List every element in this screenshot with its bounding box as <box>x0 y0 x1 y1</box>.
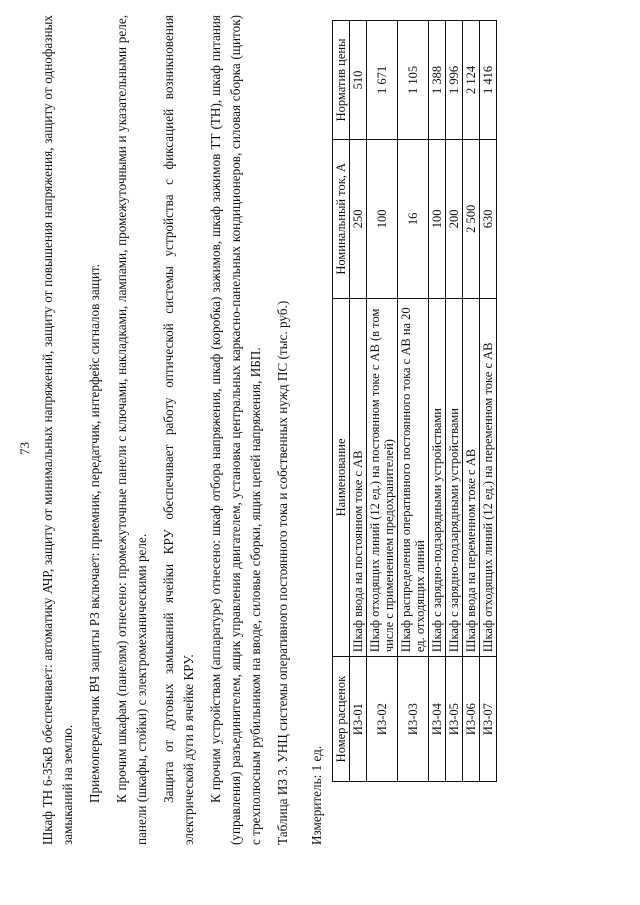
table-row <box>480 21 497 782</box>
row-code: И3-06 <box>463 657 480 782</box>
paragraph-hf-transceiver: Приемопередатчик ВЧ защиты РЗ включает: приемник, передатчик, интерфейс сигналов защит. <box>87 264 102 803</box>
row-price: 1 996 <box>446 21 463 140</box>
row-price: 1 416 <box>480 21 497 140</box>
header-price: Норматив цены <box>333 21 350 140</box>
price-table <box>332 20 497 782</box>
table-row <box>367 21 398 782</box>
row-code: И3-07 <box>480 657 497 782</box>
row-price: 1 105 <box>398 21 429 140</box>
row-code: И3-03 <box>398 657 429 782</box>
paragraph-tn-cabinet: Шкаф ТН 6-35кВ обеспечивает: автоматику АЧР, защиту от минимальных напряжений, защиту от повышения напряжения, защиту от однофазных замыканий на землю. <box>40 15 75 845</box>
row-current: 100 <box>429 139 446 298</box>
page-number: 73 <box>17 442 32 455</box>
row-code: И3-02 <box>367 657 398 782</box>
table-row <box>463 21 480 782</box>
row-current: 630 <box>480 139 497 298</box>
table-caption: Таблица ИЗ 3. УНЦ системы оперативного постоянного тока и собственных нужд ПС (тыс. руб.) <box>275 300 290 845</box>
row-current: 100 <box>367 139 398 298</box>
row-name: Шкаф ввода на постоянном токе с АВ <box>350 298 367 656</box>
row-price: 1 671 <box>367 21 398 140</box>
table-row <box>429 21 446 782</box>
header-name: Наименование <box>333 298 350 656</box>
row-current: 16 <box>398 139 429 298</box>
row-current: 250 <box>350 139 367 298</box>
table-header-row <box>333 21 350 782</box>
table-row <box>446 21 463 782</box>
row-code: И3-01 <box>350 657 367 782</box>
row-name: Шкаф отходящих линий (12 ед.) на постоянном токе с АВ (в том числе с применением предохранителей) <box>367 298 398 656</box>
row-code: И3-05 <box>446 657 463 782</box>
table-row <box>398 21 429 782</box>
row-name: Шкаф с зарядно-подзарядными устройствами <box>446 298 463 656</box>
paragraph-arc-protection: Защита от дуговых замыканий ячейки КРУ обеспечивает работу оптической системы устройства с фиксацией возникновения электрической дуги в ячейке КРУ. <box>161 15 196 845</box>
row-current: 200 <box>446 139 463 298</box>
row-price: 1 388 <box>429 21 446 140</box>
row-current: 2 500 <box>463 139 480 298</box>
header-code: Номер расценок <box>333 657 350 782</box>
row-code: И3-04 <box>429 657 446 782</box>
header-current: Номинальный ток, А <box>333 139 350 298</box>
row-name: Шкаф ввода на переменном токе с АВ <box>463 298 480 656</box>
row-name: Шкаф отходящих линий (12 ед.) на переменном токе с АВ <box>480 298 497 656</box>
row-price: 510 <box>350 21 367 140</box>
meter-note: Измеритель: 1 ед. <box>309 745 324 845</box>
row-price: 2 124 <box>463 21 480 140</box>
row-name: Шкаф распределения оперативного постоянного тока с АВ на 20 ед. отходящих линий <box>398 298 429 656</box>
table-row <box>350 21 367 782</box>
body-text <box>38 15 300 845</box>
paragraph-other-devices: К прочим устройствам (аппаратуре) отнесено: шкаф отбора напряжения, шкаф (коробка) зажимов, шкаф зажимов ТТ (ТН), шкаф питания (управления) разъединителем, ящик управления двигателем, установка центральных каркасно-панельных кондиционеров, силовая сборка (щиток) с трехполюсным рубильником на вводе, силовые сборки, ящик цепей напряжения, ИБП. <box>208 15 263 845</box>
row-name: Шкаф с зарядно-подзарядными устройствами <box>429 298 446 656</box>
paragraph-other-cabinets: К прочим шкафам (панелям) отнесено: промежуточные панели с ключами, накладками, лампами, промежуточными и указательными реле, панели (шкафы, стойки) с электромеханическими реле. <box>114 15 149 845</box>
